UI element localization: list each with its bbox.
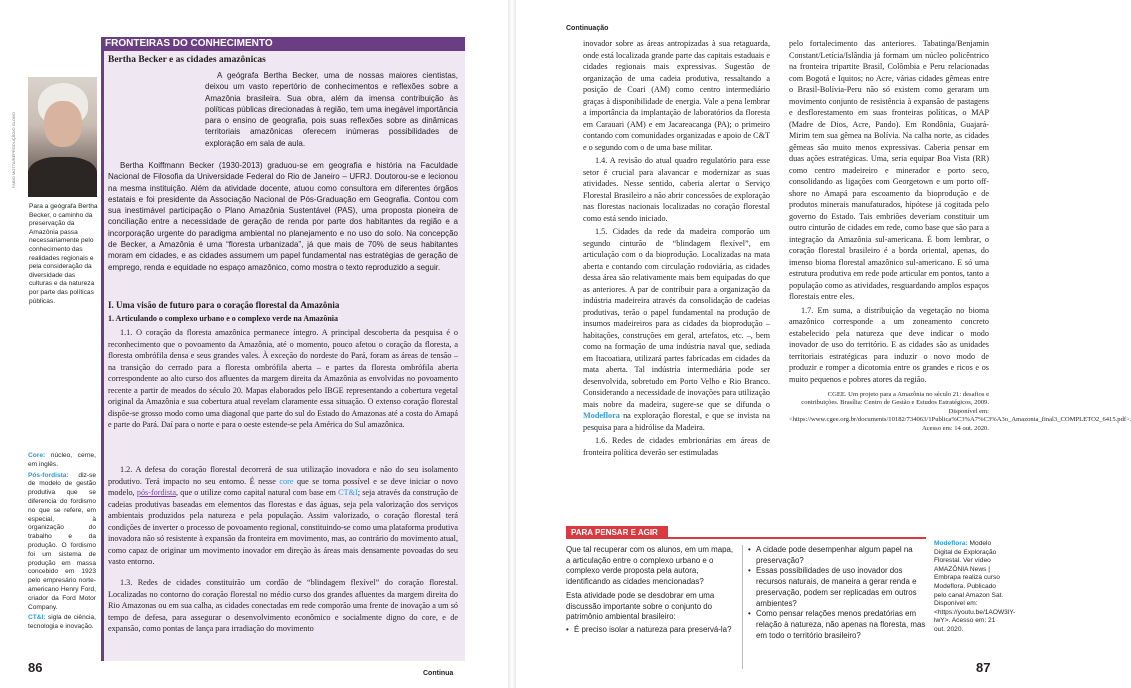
- para-pensar-left: [566, 545, 736, 636]
- mod-term: Modeflora:: [934, 540, 968, 547]
- pp-question-2: • A cidade pode desempenhar algum papel na preservação?: [748, 545, 926, 566]
- pp-intro: Que tal recuperar com os alunos, em um mapa, a articulação entre o complexo urbano e o complexo verde proposta pela autora, identificando as cidades mencionadas?: [566, 545, 734, 587]
- core-term: core: [279, 476, 294, 486]
- pos-fordista-term: pós-fordista: [136, 488, 176, 497]
- page-number-right: 87: [976, 660, 991, 675]
- intro-paragraph-2: Bertha Koiffmann Becker (1930-2013) graduou-se em geografia e história na Faculdade Nacional de Filosofia da Universidade Federal do Rio de Janeiro – UFRJ. Doutorou-se e lecionou na mesma instituição. Além da atividade docente, atuou como consultora em diferentes órgãos estatais e foi presidente da Associação Nacional de Pós-Graduação em Geografia. Contou com sua inestimável participação o Plano Amazônia Sustentável (PAS), uma proposta pioneira de conciliação entre a necessidade de geração de renda por parte dos habitantes da região e a incorporação urgente do paradigma ambiental no planejamento e no uso do solo. Na concepção de Becker, a Amazônia é uma “floresta urbanizada”, já que mais de 70% de seus habitantes moram em cidades, e as cidades assumem um papel fundamental nas estratégias de geração de emprego, renda e equidade no espaço amazônico, como mostra o texto reproduzido a seguir.: [108, 161, 458, 272]
- paragraph-1-2: 1.2. A defesa do coração florestal decorrerá de sua utilização inovadora e não do seu isolamento produtivo. Terá impacto no seu entorno. É nesse core que se torna possível e se deve iniciar o novo modelo, pós-fordista, que o utilize como capital natural com base em CT&I; seja através da construção de cadeias produtivas baseadas em elementos das florestas e das águas, seja pela valorização dos serviços ambientais produzidos pela natureza e pela população. Assim valorizado, o coração florestal terá condições de inverter o processo de povoamento regional, constituindo-se como uma plataforma produtiva inovadora não só resistente à expansão da fronteira em movimento, mas, ao contrário do movimento atual, como capaz de originar um movimento inovador em direção às áreas mais densamente povoadas do seu vasto entorno.: [108, 465, 459, 566]
- photo-caption: Para a geógrafa Bertha Becker, o caminho da preservação da Amazônia passa necessariamente pelo conhecimento das realidades regionais e pela consideração da diversidade das culturas e da natureza por parte das políticas públicas.: [29, 203, 98, 305]
- section-title: I. Uma visão de futuro para o coração florestal da Amazônia: [108, 300, 340, 310]
- gloss-core-term: Core:: [28, 452, 46, 459]
- paragraph-1-5: 1.5. Cidades da rede da madeira comporão um segundo cinturão de “blindagem flexível”, em articulação com o da bioprodução. Localizadas na mata aberta e contando com circulação rodoviária, as cidades dessa área são relativamente mais bem equipadas do que as anteriores. A par de contribuir para a organização da indústria madeireira através da consolidação de cadeias produtivas, terão o papel fundamental na produção de insumos madeireiros para as cidades da bioprodução – habitações, construções em geral, artefatos, etc. –, bem como na formação de uma indústria naval que, sediada em Itacoatiara, utilizará partes fabricadas em cidades da mata aberta. Tal indústria intermediária pode ser desenvolvida, sobretudo em Porto Velho e Rio Branco. Considerando a necessidade de inovações para utilização mais nobre da madeira, sugere-se que se difunda o Modeflora na exploração florestal, e que se invista na pesquisa para a hidrólise da Madeira.: [583, 227, 770, 432]
- gloss-posf-term: Pós-fordista:: [28, 471, 69, 479]
- column-1: [583, 38, 770, 458]
- bertha-becker-photo: [28, 77, 97, 197]
- column-2: [789, 38, 1131, 433]
- book-gutter: [508, 0, 516, 688]
- pp-intro-2: Esta atividade pode se desdobrar em uma discussão importante sobre o conjunto do patrimônio ambiental brasileiro:: [566, 590, 715, 622]
- col2-paragraph-1: pelo fortalecimento das anteriores. Tabatinga/Benjamin Constant/Letícia/Islândia já formam um núcleo policêntrico na fronteira tripartite Brasil, Colômbia e Peru relacionadas com Bogotá e Iquitos; no Acre, várias cidades gêmeas entre o Brasil-Bolívia-Peru não só existem como geraram um movimento conjunto de resistência à expansão de pastagens e desflorestamento em suas fronteiras políticas, o MAP (Madre de Dios, Acre, Pando). Em Rondônia, Guajará-Mirim tem sua gêmea na Bolívia. Na calha norte, as cidades gêmeas são muito menos expressivas. Caberia pensar em duas ações estratégicas. Uma, seria equipar Boa Vista (RR) como centro madeireiro e minerador e porto seco, consolidando as ligações com Georgetown e um porto off-shore no Amapá para escoamento da bioprodução e de produtos minerais manufaturados, hipótese já cogitada pelo governo do Estado. Tais embriões deveriam constituir um outro cinturão de cidades em rede, como base que são para a integração da Amazônia sul-americana. É bom lembrar, o coração florestal brasileiro é a borda oriental, apenas, do imenso bioma florestal amazônico sul-americano. E só uma estrutura produtiva em rede pode articular em pontos, tanto a população como as atividades, resguardando amplos espaços florestais entre eles.: [789, 39, 989, 301]
- continuacao-label: Continuação: [566, 25, 609, 32]
- paragraph-1-6: 1.6. Redes de cidades embrionárias em áreas de fronteira política deverão ser estimuladas: [583, 436, 770, 457]
- cti-term: CT&I: [338, 488, 358, 497]
- box-title: FRONTEIRAS DO CONHECIMENTO: [101, 37, 465, 51]
- paragraph-1-7: 1.7. Em suma, a distribuição da vegetação no bioma amazônico corresponde a um zoneamento concreto estabelecido pela natureza que deve indicar o modo inovador de uso do território. E as cidades são as unidades territoriais estratégicas para induzir o novo modo de produzir e romper a dicotomia entre os grandes e ricos e os muito pequenos e pobres atores da região.: [789, 305, 989, 384]
- left-page: [0, 0, 512, 688]
- gloss-cti-term: CT&I:: [28, 614, 46, 622]
- pp-question-4: • Como pensar relações menos predatórias em relação à natureza, não apenas na floresta, mas em todo o território brasileiro?: [748, 609, 926, 641]
- photo-credit: FABIO MOTTA/REPRODUÇÃO/O GLOBO: [11, 112, 16, 188]
- continua-label: Continua: [423, 670, 454, 677]
- pp-question-1: • É preciso isolar a natureza para preservá-la?: [566, 625, 736, 636]
- paragraph-1-4: 1.4. A revisão do atual quadro regulatório para esse setor é crucial para alavancar e modernizar as suas atividades. Nesse sentido, caberia alertar o Serviço Florestal Brasileiro a não abrir concessões de exploração nas florestas nacionais localizadas no coração florestal como está sendo iniciado.: [583, 156, 770, 223]
- intro-paragraph-1: A geógrafa Bertha Becker, uma de nossas maiores cientistas, deixou um vasto repertório de conhecimentos e reflexões sobre a Amazônia brasileira. Sua obra, além da imensa contribuição às políticas públicas direcionadas à região, tem uma inegável importância para o ensino de geografia, pois suas reflexões sobre as dinâmicas territoriais amazônicas oferecem inúmeras possibilidades de exploração em sala de aula.: [205, 71, 458, 148]
- para-pensar-right: [748, 545, 926, 641]
- reference: CGEE. Um projeto para a Amazônia no século 21: desafios e contribuições. Brasília: Centro de Gestão e Estudos Estratégicos, 2009. Disponível em: <https://www.cgee.org.br/documents/10182/734063/1Publica%C3%A7%C3%A3o_Amazonia_final3_COMPLETO2_6415.pdf>. Acesso em: 14 out. 2020.: [789, 391, 1131, 432]
- glossary: Core: núcleo, cerne, em inglês. Pós-fordista: diz-se de modelo de gestão produtiva que se diferencia do fordismo no que se refere, em especial, à organização do trabalho e da produção. O fordismo foi um sistema de produção em massa concebido em 1923 pelo empresário norte-americano Henry Ford, criador da Ford Motor Company. CT&I: sigla de ciência, tecnologia e inovação.: [28, 452, 96, 631]
- paragraph-1-3: 1.3. Redes de cidades constituirão um cordão de “blindagem flexível” do coração florestal. Localizadas no contorno do coração florestal no médio curso dos grandes afluentes da margem direita do Rio Amazonas ou em sua calha, as cidades conectadas em rede comporão uma frente de inovação a um só tempo de defesa, para assegurar o desenvolvimento econômico e socialmente digno do core, e de expansão, como pontas de lança para irradiação do movimento: [108, 578, 458, 633]
- para-pensar-title: PARA PENSAR E AGIR: [566, 526, 668, 539]
- pp-divider: [742, 545, 743, 669]
- modeflora-glossary: Modeflora: Modelo Digital de Exploração Florestal. Ver vídeo AMAZÔNIA News | Embrapa realiza curso Modeflora. Publicado pelo canal Amazon Sat. Disponível em: <https://youtu.be/1AOW3lY-lwY>. Acesso em: 21 out. 2020.: [934, 540, 1016, 633]
- section-subtitle: 1. Articulando o complexo urbano e o complexo verde na Amazônia: [108, 314, 338, 323]
- box-subtitle: Bertha Becker e as cidades amazônicas: [108, 55, 266, 65]
- paragraph-1-1: 1.1. O coração da floresta amazônica permanece íntegro. A principal descoberta da pesquisa é o reconhecimento que o povoamento da Amazônia, até o momento, pouco afetou o coração da floresta, a floresta ombrófila densa e seus grandes vales. À exceção do nordeste do Pará, foram as áreas de tensão – na transição do cerrado para a floresta ombrófila aberta – e partes da floresta ombrófila aberta correspondente ao alto curso dos afluentes da margem direita da Amazônia as envolvidas no povoamento recente a partir de meados do século 20. Mapas elaborados pelo IBGE representando a cobertura vegetal original da Amazônia e sua cobertura atual revelam claramente essa situação. O extenso coração florestal dispõe-se grosso modo como uma diagonal que parte do sul do Estado do Amazonas até a costa do Amapá e parte do Pará. Daí para o norte e para o oeste estende-se pela América do Sul amazônica.: [108, 328, 458, 429]
- modeflora-term: Modeflora: [583, 411, 620, 420]
- page-number-left: 86: [28, 660, 43, 675]
- col1-paragraph-1: inovador sobre as áreas antropizadas à sua retaguarda, onde está localizada grande parte das capitais estaduais e cidades regionais mais expressivas. Sugestão de organização de uma cadeia produtiva, ressaltando a posição de Coari (AM) como centro intermediário graças à disponibilidade de energia. Vale a pena lembrar a importância da implantação de laboratórios da floresta em Carauari (AM) e em Jacareacanga (PA); o primeiro contando com comunidades organizadas e apoio de C&T e o segundo com o de uma base militar.: [583, 39, 770, 152]
- pp-question-3: • Essas possibilidades de uso inovador dos recursos naturais, de maneira a gerar renda e preservação, podem ser replicadas em outros ambientes?: [748, 566, 926, 609]
